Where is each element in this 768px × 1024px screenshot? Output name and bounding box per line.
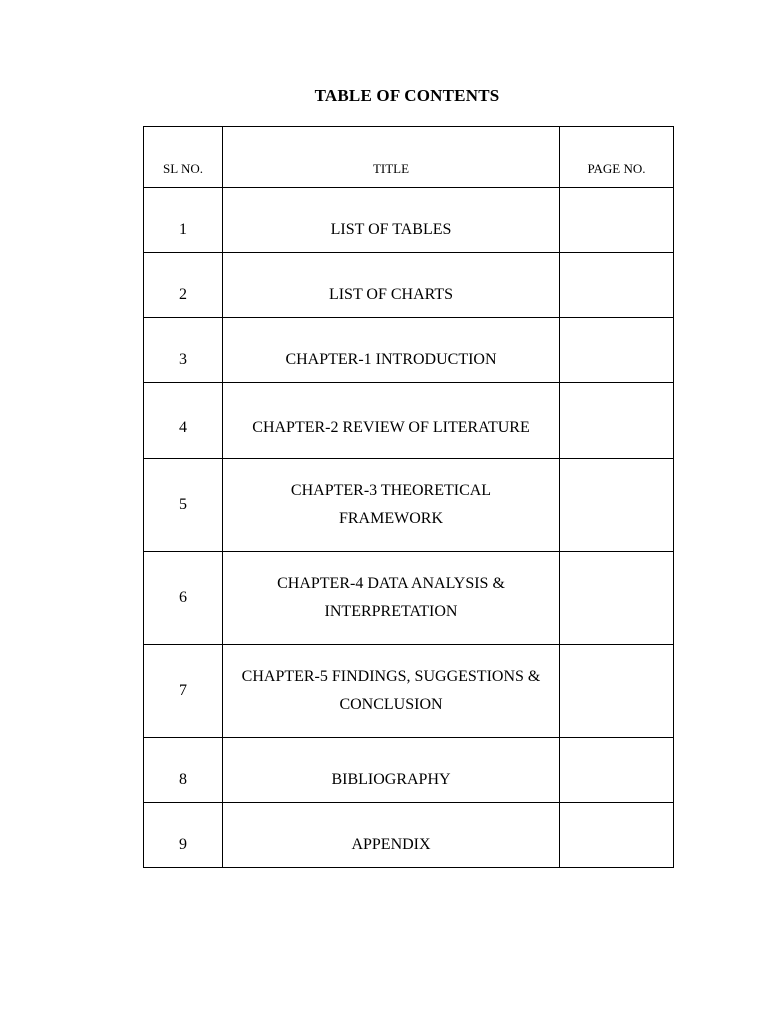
table-row [144,803,674,868]
page-no-cell [560,738,674,803]
page-no-cell [560,459,674,552]
title-cell: BIBLIOGRAPHY [223,738,560,803]
page-no-cell [560,645,674,738]
page-title: TABLE OF CONTENTS [314,86,500,105]
title-cell [223,645,560,738]
title-cell: CHAPTER-2 REVIEW OF LITERATURE [223,383,560,459]
table-row [144,253,674,318]
sl-no-cell: 6 [144,552,223,645]
table-row [144,318,674,383]
title-cell: APPENDIX [223,803,560,868]
page-no-cell [560,803,674,868]
sl-no-cell: 4 [144,383,223,459]
title-cell [223,552,560,645]
header-page-no: PAGE NO. [560,127,674,188]
table-row [144,188,674,253]
table-row [144,738,674,803]
header-title: TITLE [223,127,560,188]
table-row [144,459,674,552]
table-row [144,645,674,738]
page-no-cell [560,188,674,253]
sl-no-cell: 7 [144,645,223,738]
title-cell [223,459,560,552]
title-text: CHAPTER-4 DATA ANALYSIS & INTERPRETATION [277,575,505,620]
page-no-cell [560,552,674,645]
title-cell: LIST OF CHARTS [223,253,560,318]
sl-no-cell: 9 [144,803,223,868]
header-sl-no: SL NO. [144,127,223,188]
title-text: CHAPTER-3 THEORETICAL FRAMEWORK [290,482,492,527]
title-cell: LIST OF TABLES [223,188,560,253]
sl-no-cell: 2 [144,253,223,318]
sl-no-cell: 3 [144,318,223,383]
title-cell: CHAPTER-1 INTRODUCTION [223,318,560,383]
sl-no-cell: 8 [144,738,223,803]
table-of-contents [143,126,674,868]
table-header-row [144,127,674,188]
sl-no-cell: 1 [144,188,223,253]
table-row [144,383,674,459]
sl-no-cell: 5 [144,459,223,552]
page-no-cell [560,318,674,383]
page-no-cell [560,383,674,459]
page-no-cell [560,253,674,318]
table-row [144,552,674,645]
title-text: CHAPTER-5 FINDINGS, SUGGESTIONS & CONCLUSION [241,668,541,713]
